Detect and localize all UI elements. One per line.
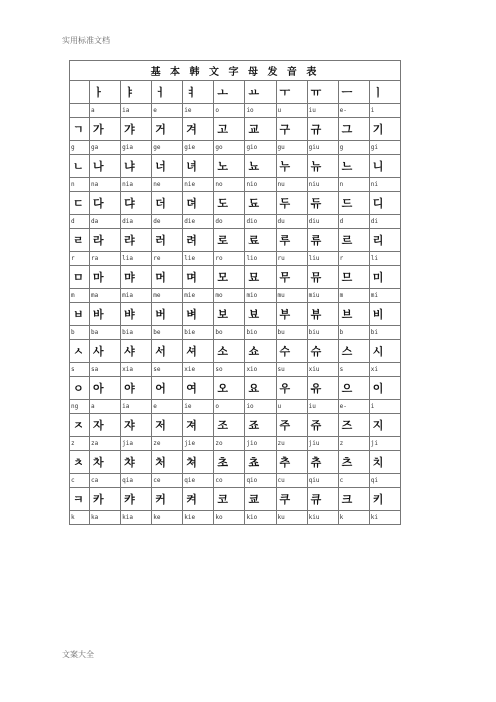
syllable-cell: 그 <box>338 118 369 141</box>
syllable-cell: 초 <box>214 451 245 474</box>
syllable-cell: 디 <box>369 192 400 215</box>
syllable-cell: 라 <box>90 229 121 252</box>
syllable-roman-cell: ga <box>90 141 121 155</box>
syllable-roman-cell: d <box>338 215 369 229</box>
syllable-cell: 료 <box>245 229 276 252</box>
syllable-cell: 더 <box>152 192 183 215</box>
syllable-roman-cell: lio <box>245 252 276 266</box>
initial-roman-cell: ng <box>70 400 90 414</box>
vowel-roman-cell: u <box>276 104 307 118</box>
syllable-roman-cell: xi <box>369 363 400 377</box>
syllable-roman-cell: bi <box>369 326 400 340</box>
syllable-cell: 주 <box>276 414 307 437</box>
vowel-roman-cell: i <box>369 104 400 118</box>
syllable-roman-cell: mi <box>369 289 400 303</box>
syllable-roman-cell: m <box>338 289 369 303</box>
vowel-cell: ㅠ <box>307 81 338 104</box>
syllable-roman-cell: nio <box>245 178 276 192</box>
consonant-roman-row <box>70 178 401 192</box>
syllable-roman-cell: u <box>276 400 307 414</box>
syllable-cell: 츄 <box>307 451 338 474</box>
syllable-roman-cell: qiu <box>307 474 338 488</box>
syllable-roman-cell: ko <box>214 511 245 525</box>
syllable-cell: 샤 <box>121 340 152 363</box>
vowel-roman-row <box>70 104 401 118</box>
syllable-cell: 뵤 <box>245 303 276 326</box>
initial-roman-cell: s <box>70 363 90 377</box>
syllable-roman-cell: nu <box>276 178 307 192</box>
syllable-roman-cell: miu <box>307 289 338 303</box>
syllable-roman-cell: b <box>338 326 369 340</box>
consonant-roman-row <box>70 474 401 488</box>
syllable-cell: 가 <box>90 118 121 141</box>
syllable-cell: 야 <box>121 377 152 400</box>
syllable-roman-cell: bie <box>183 326 214 340</box>
syllable-roman-cell: se <box>152 363 183 377</box>
corner-cell <box>70 81 90 104</box>
syllable-roman-cell: g <box>338 141 369 155</box>
syllable-cell: 겨 <box>183 118 214 141</box>
syllable-cell: 랴 <box>121 229 152 252</box>
syllable-roman-cell: bia <box>121 326 152 340</box>
syllable-roman-cell: r <box>338 252 369 266</box>
syllable-roman-cell: liu <box>307 252 338 266</box>
vowel-roman-cell: e <box>152 104 183 118</box>
syllable-cell: 츠 <box>338 451 369 474</box>
syllable-cell: 뮤 <box>307 266 338 289</box>
consonant-roman-row <box>70 400 401 414</box>
initial-roman-cell: z <box>70 437 90 451</box>
syllable-roman-cell: xia <box>121 363 152 377</box>
syllable-roman-cell: co <box>214 474 245 488</box>
vowel-roman-cell: ia <box>121 104 152 118</box>
pronunciation-table <box>69 60 401 525</box>
syllable-roman-cell: su <box>276 363 307 377</box>
syllable-roman-cell: diu <box>307 215 338 229</box>
consonant-roman-row <box>70 363 401 377</box>
initial-cell: ㅇ <box>70 377 90 400</box>
syllable-roman-cell: ki <box>369 511 400 525</box>
consonant-roman-row <box>70 215 401 229</box>
initial-cell: ㄹ <box>70 229 90 252</box>
syllable-roman-cell: na <box>90 178 121 192</box>
syllable-cell: 서 <box>152 340 183 363</box>
syllable-roman-cell: gi <box>369 141 400 155</box>
vowel-cell: ㅏ <box>90 81 121 104</box>
syllable-roman-cell: ni <box>369 178 400 192</box>
syllable-cell: 갸 <box>121 118 152 141</box>
syllable-cell: 노 <box>214 155 245 178</box>
syllable-cell: 쟈 <box>121 414 152 437</box>
consonant-roman-row <box>70 326 401 340</box>
syllable-roman-cell: niu <box>307 178 338 192</box>
vowel-cell: ㅜ <box>276 81 307 104</box>
syllable-roman-cell: sa <box>90 363 121 377</box>
syllable-roman-cell: gu <box>276 141 307 155</box>
consonant-row <box>70 192 401 215</box>
initial-roman-cell: k <box>70 511 90 525</box>
syllable-cell: 나 <box>90 155 121 178</box>
syllable-roman-cell: nia <box>121 178 152 192</box>
syllable-cell: 즈 <box>338 414 369 437</box>
syllable-cell: 차 <box>90 451 121 474</box>
syllable-cell: 치 <box>369 451 400 474</box>
syllable-cell: 뎌 <box>183 192 214 215</box>
syllable-cell: 카 <box>90 488 121 511</box>
syllable-roman-cell: ze <box>152 437 183 451</box>
syllable-roman-cell: gio <box>245 141 276 155</box>
syllable-roman-cell: kiu <box>307 511 338 525</box>
initial-cell: ㅂ <box>70 303 90 326</box>
syllable-cell: 부 <box>276 303 307 326</box>
syllable-roman-cell: di <box>369 215 400 229</box>
initial-cell: ㄴ <box>70 155 90 178</box>
syllable-roman-cell: ji <box>369 437 400 451</box>
syllable-roman-cell: zu <box>276 437 307 451</box>
syllable-roman-cell: ca <box>90 474 121 488</box>
syllable-cell: 캬 <box>121 488 152 511</box>
syllable-roman-cell: go <box>214 141 245 155</box>
syllable-cell: 녀 <box>183 155 214 178</box>
syllable-cell: 쥬 <box>307 414 338 437</box>
syllable-roman-cell: bo <box>214 326 245 340</box>
syllable-cell: 셔 <box>183 340 214 363</box>
syllable-cell: 드 <box>338 192 369 215</box>
syllable-roman-cell: ke <box>152 511 183 525</box>
initial-roman-cell: d <box>70 215 90 229</box>
syllable-cell: 쳐 <box>183 451 214 474</box>
syllable-cell: 자 <box>90 414 121 437</box>
initial-roman-cell: c <box>70 474 90 488</box>
page-header: 实用标准文档 <box>62 36 110 45</box>
syllable-cell: 으 <box>338 377 369 400</box>
syllable-roman-cell: ia <box>121 400 152 414</box>
syllable-cell: 뷰 <box>307 303 338 326</box>
vowel-cell: ㅕ <box>183 81 214 104</box>
syllable-cell: 고 <box>214 118 245 141</box>
syllable-cell: 소 <box>214 340 245 363</box>
syllable-cell: 코 <box>214 488 245 511</box>
syllable-cell: 버 <box>152 303 183 326</box>
initial-cell: ㄱ <box>70 118 90 141</box>
syllable-roman-cell: giu <box>307 141 338 155</box>
syllable-roman-cell: o <box>214 400 245 414</box>
initial-roman-cell: r <box>70 252 90 266</box>
syllable-cell: 니 <box>369 155 400 178</box>
syllable-roman-cell: li <box>369 252 400 266</box>
syllable-roman-cell: qio <box>245 474 276 488</box>
syllable-roman-cell: cu <box>276 474 307 488</box>
syllable-roman-cell: mie <box>183 289 214 303</box>
syllable-cell: 바 <box>90 303 121 326</box>
syllable-cell: 미 <box>369 266 400 289</box>
syllable-cell: 묘 <box>245 266 276 289</box>
syllable-roman-cell: kie <box>183 511 214 525</box>
initial-roman-cell: m <box>70 289 90 303</box>
syllable-cell: 구 <box>276 118 307 141</box>
initial-cell: ㄷ <box>70 192 90 215</box>
consonant-roman-row <box>70 141 401 155</box>
syllable-cell: 마 <box>90 266 121 289</box>
syllable-cell: 류 <box>307 229 338 252</box>
syllable-cell: 스 <box>338 340 369 363</box>
syllable-roman-cell: so <box>214 363 245 377</box>
syllable-cell: 슈 <box>307 340 338 363</box>
vowel-cell: ㅗ <box>214 81 245 104</box>
syllable-roman-cell: ku <box>276 511 307 525</box>
syllable-roman-cell: da <box>90 215 121 229</box>
syllable-cell: 러 <box>152 229 183 252</box>
syllable-roman-cell: i <box>369 400 400 414</box>
syllable-roman-cell: ce <box>152 474 183 488</box>
syllable-roman-cell: gie <box>183 141 214 155</box>
syllable-cell: 크 <box>338 488 369 511</box>
vowel-roman-cell: o <box>214 104 245 118</box>
syllable-cell: 우 <box>276 377 307 400</box>
syllable-cell: 져 <box>183 414 214 437</box>
syllable-cell: 유 <box>307 377 338 400</box>
syllable-cell: 오 <box>214 377 245 400</box>
syllable-roman-cell: qia <box>121 474 152 488</box>
initial-roman-cell: g <box>70 141 90 155</box>
syllable-roman-cell: de <box>152 215 183 229</box>
syllable-cell: 무 <box>276 266 307 289</box>
syllable-roman-cell: ge <box>152 141 183 155</box>
syllable-cell: 수 <box>276 340 307 363</box>
syllable-cell: 처 <box>152 451 183 474</box>
syllable-roman-cell: e <box>152 400 183 414</box>
syllable-cell: 쿄 <box>245 488 276 511</box>
syllable-roman-cell: ne <box>152 178 183 192</box>
syllable-cell: 뱌 <box>121 303 152 326</box>
syllable-cell: 도 <box>214 192 245 215</box>
initial-cell: ㅊ <box>70 451 90 474</box>
syllable-cell: 아 <box>90 377 121 400</box>
syllable-roman-cell: zo <box>214 437 245 451</box>
syllable-roman-cell: dia <box>121 215 152 229</box>
syllable-roman-cell: ka <box>90 511 121 525</box>
syllable-cell: 르 <box>338 229 369 252</box>
syllable-roman-cell: be <box>152 326 183 340</box>
syllable-roman-cell: du <box>276 215 307 229</box>
syllable-roman-cell: k <box>338 511 369 525</box>
syllable-roman-cell: s <box>338 363 369 377</box>
syllable-cell: 비 <box>369 303 400 326</box>
syllable-cell: 머 <box>152 266 183 289</box>
vowel-header-row <box>70 81 401 104</box>
initial-cell: ㅅ <box>70 340 90 363</box>
syllable-roman-cell: n <box>338 178 369 192</box>
syllable-roman-cell: nie <box>183 178 214 192</box>
syllable-roman-cell: jio <box>245 437 276 451</box>
vowel-cell: ㅛ <box>245 81 276 104</box>
syllable-roman-cell: xiu <box>307 363 338 377</box>
syllable-cell: 커 <box>152 488 183 511</box>
consonant-row <box>70 229 401 252</box>
syllable-cell: 쿠 <box>276 488 307 511</box>
syllable-cell: 다 <box>90 192 121 215</box>
syllable-cell: 로 <box>214 229 245 252</box>
syllable-cell: 켜 <box>183 488 214 511</box>
syllable-roman-cell: ma <box>90 289 121 303</box>
syllable-cell: 너 <box>152 155 183 178</box>
vowel-cell: ㅑ <box>121 81 152 104</box>
syllable-cell: 듀 <box>307 192 338 215</box>
syllable-cell: 보 <box>214 303 245 326</box>
page-footer: 文案大全 <box>62 650 94 659</box>
syllable-cell: 뉴 <box>307 155 338 178</box>
syllable-roman-cell: a <box>90 400 121 414</box>
syllable-roman-cell: jie <box>183 437 214 451</box>
syllable-roman-cell: io <box>245 400 276 414</box>
syllable-roman-cell: qi <box>369 474 400 488</box>
syllable-cell: 사 <box>90 340 121 363</box>
syllable-cell: 규 <box>307 118 338 141</box>
syllable-cell: 므 <box>338 266 369 289</box>
syllable-cell: 지 <box>369 414 400 437</box>
syllable-roman-cell: do <box>214 215 245 229</box>
vowel-roman-cell: io <box>245 104 276 118</box>
syllable-cell: 냐 <box>121 155 152 178</box>
syllable-cell: 요 <box>245 377 276 400</box>
consonant-row <box>70 303 401 326</box>
consonant-row <box>70 118 401 141</box>
syllable-roman-cell: ro <box>214 252 245 266</box>
syllable-roman-cell: re <box>152 252 183 266</box>
syllable-cell: 시 <box>369 340 400 363</box>
syllable-roman-cell: lia <box>121 252 152 266</box>
syllable-cell: 누 <box>276 155 307 178</box>
syllable-roman-cell: mia <box>121 289 152 303</box>
syllable-cell: 거 <box>152 118 183 141</box>
syllable-roman-cell: ie <box>183 400 214 414</box>
vowel-cell: ㅡ <box>338 81 369 104</box>
consonant-row <box>70 414 401 437</box>
consonant-row <box>70 266 401 289</box>
syllable-roman-cell: za <box>90 437 121 451</box>
syllable-roman-cell: e- <box>338 400 369 414</box>
consonant-roman-row <box>70 289 401 303</box>
syllable-cell: 브 <box>338 303 369 326</box>
syllable-roman-cell: ba <box>90 326 121 340</box>
syllable-cell: 기 <box>369 118 400 141</box>
vowel-cell: ㅓ <box>152 81 183 104</box>
syllable-cell: 며 <box>183 266 214 289</box>
syllable-cell: 벼 <box>183 303 214 326</box>
syllable-roman-cell: die <box>183 215 214 229</box>
initial-roman-cell: b <box>70 326 90 340</box>
vowel-roman-cell: iu <box>307 104 338 118</box>
syllable-cell: 쵸 <box>245 451 276 474</box>
consonant-roman-row <box>70 437 401 451</box>
syllable-cell: 쇼 <box>245 340 276 363</box>
syllable-cell: 여 <box>183 377 214 400</box>
vowel-roman-cell: ie <box>183 104 214 118</box>
syllable-roman-cell: kia <box>121 511 152 525</box>
syllable-cell: 챠 <box>121 451 152 474</box>
syllable-cell: 추 <box>276 451 307 474</box>
initial-cell: ㅈ <box>70 414 90 437</box>
syllable-roman-cell: bu <box>276 326 307 340</box>
consonant-row <box>70 451 401 474</box>
syllable-cell: 먀 <box>121 266 152 289</box>
corner-cell-roman <box>70 104 90 118</box>
consonant-roman-row <box>70 252 401 266</box>
syllable-roman-cell: jiu <box>307 437 338 451</box>
consonant-row <box>70 155 401 178</box>
syllable-roman-cell: no <box>214 178 245 192</box>
syllable-roman-cell: xio <box>245 363 276 377</box>
initial-cell: ㅁ <box>70 266 90 289</box>
syllable-cell: 키 <box>369 488 400 511</box>
initial-roman-cell: n <box>70 178 90 192</box>
vowel-cell: ㅣ <box>369 81 400 104</box>
syllable-roman-cell: ru <box>276 252 307 266</box>
syllable-cell: 느 <box>338 155 369 178</box>
syllable-cell: 뇨 <box>245 155 276 178</box>
syllable-roman-cell: mu <box>276 289 307 303</box>
syllable-cell: 이 <box>369 377 400 400</box>
syllable-cell: 모 <box>214 266 245 289</box>
consonant-row <box>70 340 401 363</box>
table-title: 基 本 韩 文 字 母 发 音 表 <box>70 61 401 81</box>
vowel-roman-cell: e- <box>338 104 369 118</box>
syllable-roman-cell: dio <box>245 215 276 229</box>
syllable-roman-cell: mio <box>245 289 276 303</box>
syllable-roman-cell: iu <box>307 400 338 414</box>
syllable-cell: 댜 <box>121 192 152 215</box>
syllable-roman-cell: biu <box>307 326 338 340</box>
syllable-cell: 두 <box>276 192 307 215</box>
syllable-cell: 됴 <box>245 192 276 215</box>
syllable-roman-cell: c <box>338 474 369 488</box>
syllable-cell: 어 <box>152 377 183 400</box>
syllable-cell: 저 <box>152 414 183 437</box>
syllable-cell: 조 <box>214 414 245 437</box>
syllable-roman-cell: jia <box>121 437 152 451</box>
consonant-row <box>70 377 401 400</box>
syllable-roman-cell: mo <box>214 289 245 303</box>
syllable-cell: 려 <box>183 229 214 252</box>
syllable-roman-cell: bio <box>245 326 276 340</box>
syllable-cell: 리 <box>369 229 400 252</box>
vowel-roman-cell: a <box>90 104 121 118</box>
syllable-roman-cell: me <box>152 289 183 303</box>
syllable-cell: 루 <box>276 229 307 252</box>
consonant-row <box>70 488 401 511</box>
syllable-roman-cell: gia <box>121 141 152 155</box>
syllable-cell: 큐 <box>307 488 338 511</box>
syllable-roman-cell: kio <box>245 511 276 525</box>
syllable-cell: 죠 <box>245 414 276 437</box>
syllable-roman-cell: lie <box>183 252 214 266</box>
initial-cell: ㅋ <box>70 488 90 511</box>
syllable-roman-cell: z <box>338 437 369 451</box>
syllable-roman-cell: xie <box>183 363 214 377</box>
syllable-roman-cell: qie <box>183 474 214 488</box>
syllable-roman-cell: ra <box>90 252 121 266</box>
syllable-cell: 교 <box>245 118 276 141</box>
consonant-roman-row <box>70 511 401 525</box>
